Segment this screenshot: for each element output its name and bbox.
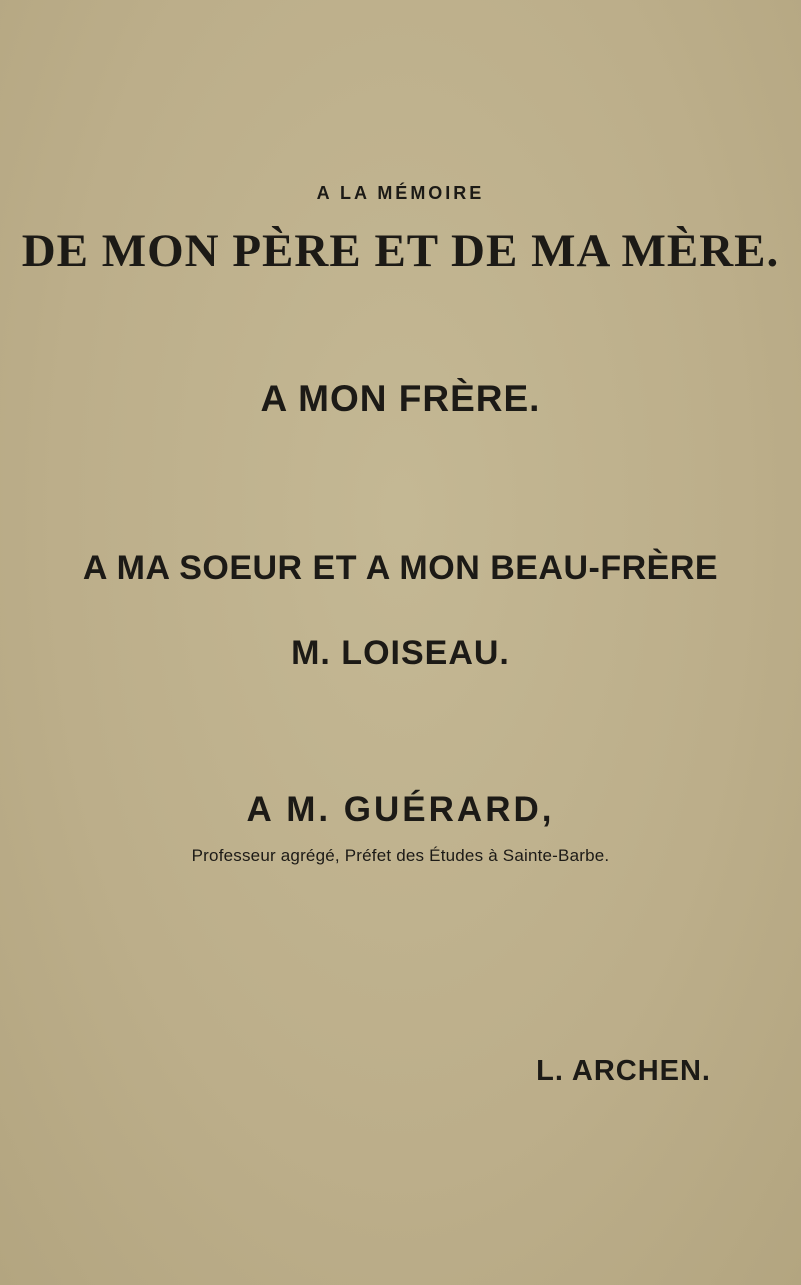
sister-dedication: A MA SOEUR ET A MON BEAU-FRÈRE bbox=[82, 549, 719, 587]
teacher-title: Professeur agrégé, Préfet des Études à Sainte-Barbe. bbox=[191, 846, 610, 865]
parents-dedication: DE MON PÈRE ET DE MA MÈRE. bbox=[21, 225, 780, 277]
author-signature: L. ARCHEN. bbox=[536, 1055, 711, 1087]
brother-dedication: A MON FRÈRE. bbox=[260, 378, 541, 419]
teacher-dedication: A M. GUÉRARD, bbox=[246, 790, 555, 829]
memoire-heading: A LA MÉMOIRE bbox=[316, 183, 485, 203]
brother-in-law-name: M. LOISEAU. bbox=[291, 634, 510, 672]
